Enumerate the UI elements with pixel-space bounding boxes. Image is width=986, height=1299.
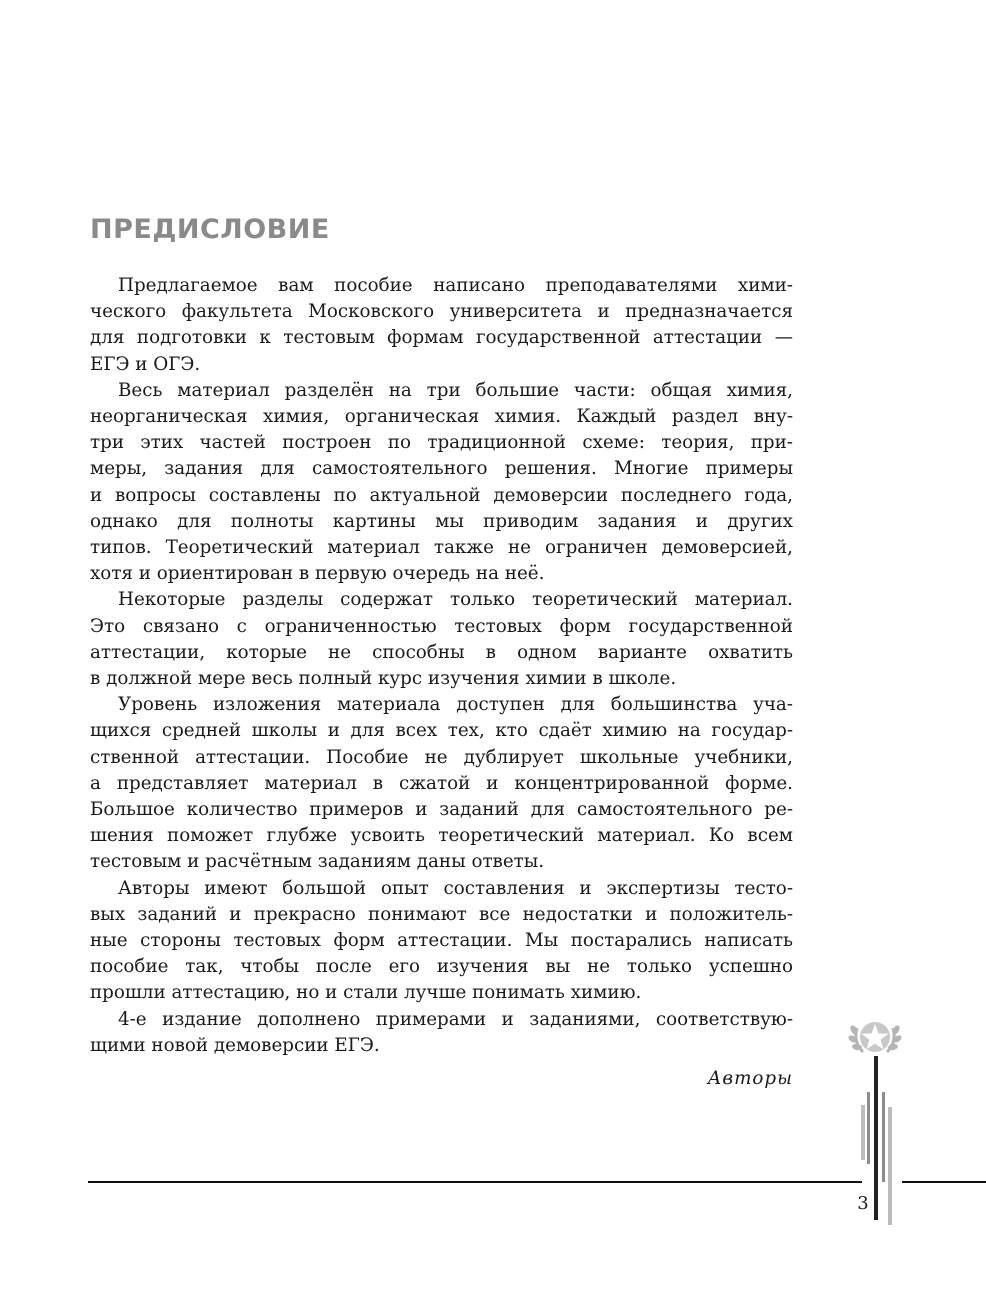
text-line: вых заданий и прекрасно понимают все недостатки и положитель- xyxy=(90,903,793,925)
text-line: Большое количество примеров и заданий для самостоятельного ре- xyxy=(90,799,793,821)
text-line: Предлагаемое вам пособие написано преподавателями хими- xyxy=(118,275,793,296)
text-line: неорганическая химия, органическая химия. Каждый раздел вну- xyxy=(90,406,793,428)
page-number: 3 xyxy=(857,1193,869,1214)
footer-rule xyxy=(88,1181,862,1183)
text-line: щихся средней школы и для всех тех, кто сдаёт химию на государ- xyxy=(90,720,793,742)
signature: Авторы xyxy=(707,1068,793,1089)
text-line: ческого факультета Московского университета и предназначается xyxy=(90,301,793,323)
text-line: и вопросы составлены по актуальной демоверсии последнего года, xyxy=(90,484,793,506)
text-line: щими новой демоверсии ЕГЭ. xyxy=(90,1034,380,1056)
paragraph xyxy=(90,587,793,692)
text-line: хотя и ориентирован в первую очередь на неё. xyxy=(90,563,545,585)
text-line: Это связано с ограниченностью тестовых форм государственной xyxy=(90,615,793,637)
paragraph xyxy=(90,692,793,875)
text-line: Весь материал разделён на три большие части: общая химия, xyxy=(118,379,793,401)
text-line: ные стороны тестовых форм аттестации. Мы постарались написать xyxy=(90,930,793,952)
text-line: шения поможет глубже усвоить теоретический материал. Ко всем xyxy=(90,825,793,847)
paragraph xyxy=(90,876,793,1007)
paragraph xyxy=(90,273,793,378)
text-line: типов. Теоретический материал также не ограничен демоверсией, xyxy=(90,537,793,559)
text-line: для подготовки к тестовым формам государственной аттестации — xyxy=(90,327,793,349)
text-line: ственной аттестации. Пособие не дублирует школьные учебники, xyxy=(90,746,793,768)
preface-body xyxy=(90,273,793,1059)
text-line: а представляет материал в сжатой и концентрированной форме. xyxy=(90,772,793,794)
text-line: три этих частей построен по традиционной схеме: теория, при- xyxy=(90,432,793,454)
text-line: Уровень изложения материала доступен для большинства уча- xyxy=(118,694,793,716)
page-title: ПРЕДИСЛОВИЕ xyxy=(90,214,330,245)
paragraph xyxy=(90,1007,793,1059)
text-line: меры, задания для самостоятельного решения. Многие примеры xyxy=(90,458,793,480)
text-line: тестовым и расчётным заданиям даны ответы. xyxy=(90,851,545,873)
text-line: аттестации, которые не способны в одном варианте охватить xyxy=(90,641,793,663)
text-line: ЕГЭ и ОГЭ. xyxy=(90,353,201,375)
text-line: пособие так, чтобы после его изучения вы не только успешно xyxy=(90,956,793,978)
text-line: 4-е издание дополнено примерами и заданиями, соответствую- xyxy=(118,1008,793,1030)
text-line: Некоторые разделы содержат только теоретический материал. xyxy=(118,589,793,611)
text-line: в должной мере весь полный курс изучения химии в школе. xyxy=(90,668,677,690)
paragraph xyxy=(90,378,793,588)
text-line: Авторы имеют большой опыт составления и экспертизы тесто- xyxy=(118,877,793,899)
footer-rule-right xyxy=(902,1181,986,1183)
text-line: прошли аттестацию, но и стали лучше понимать химию. xyxy=(90,982,642,1004)
text-line: однако для полноты картины мы приводим задания и других xyxy=(90,510,793,532)
